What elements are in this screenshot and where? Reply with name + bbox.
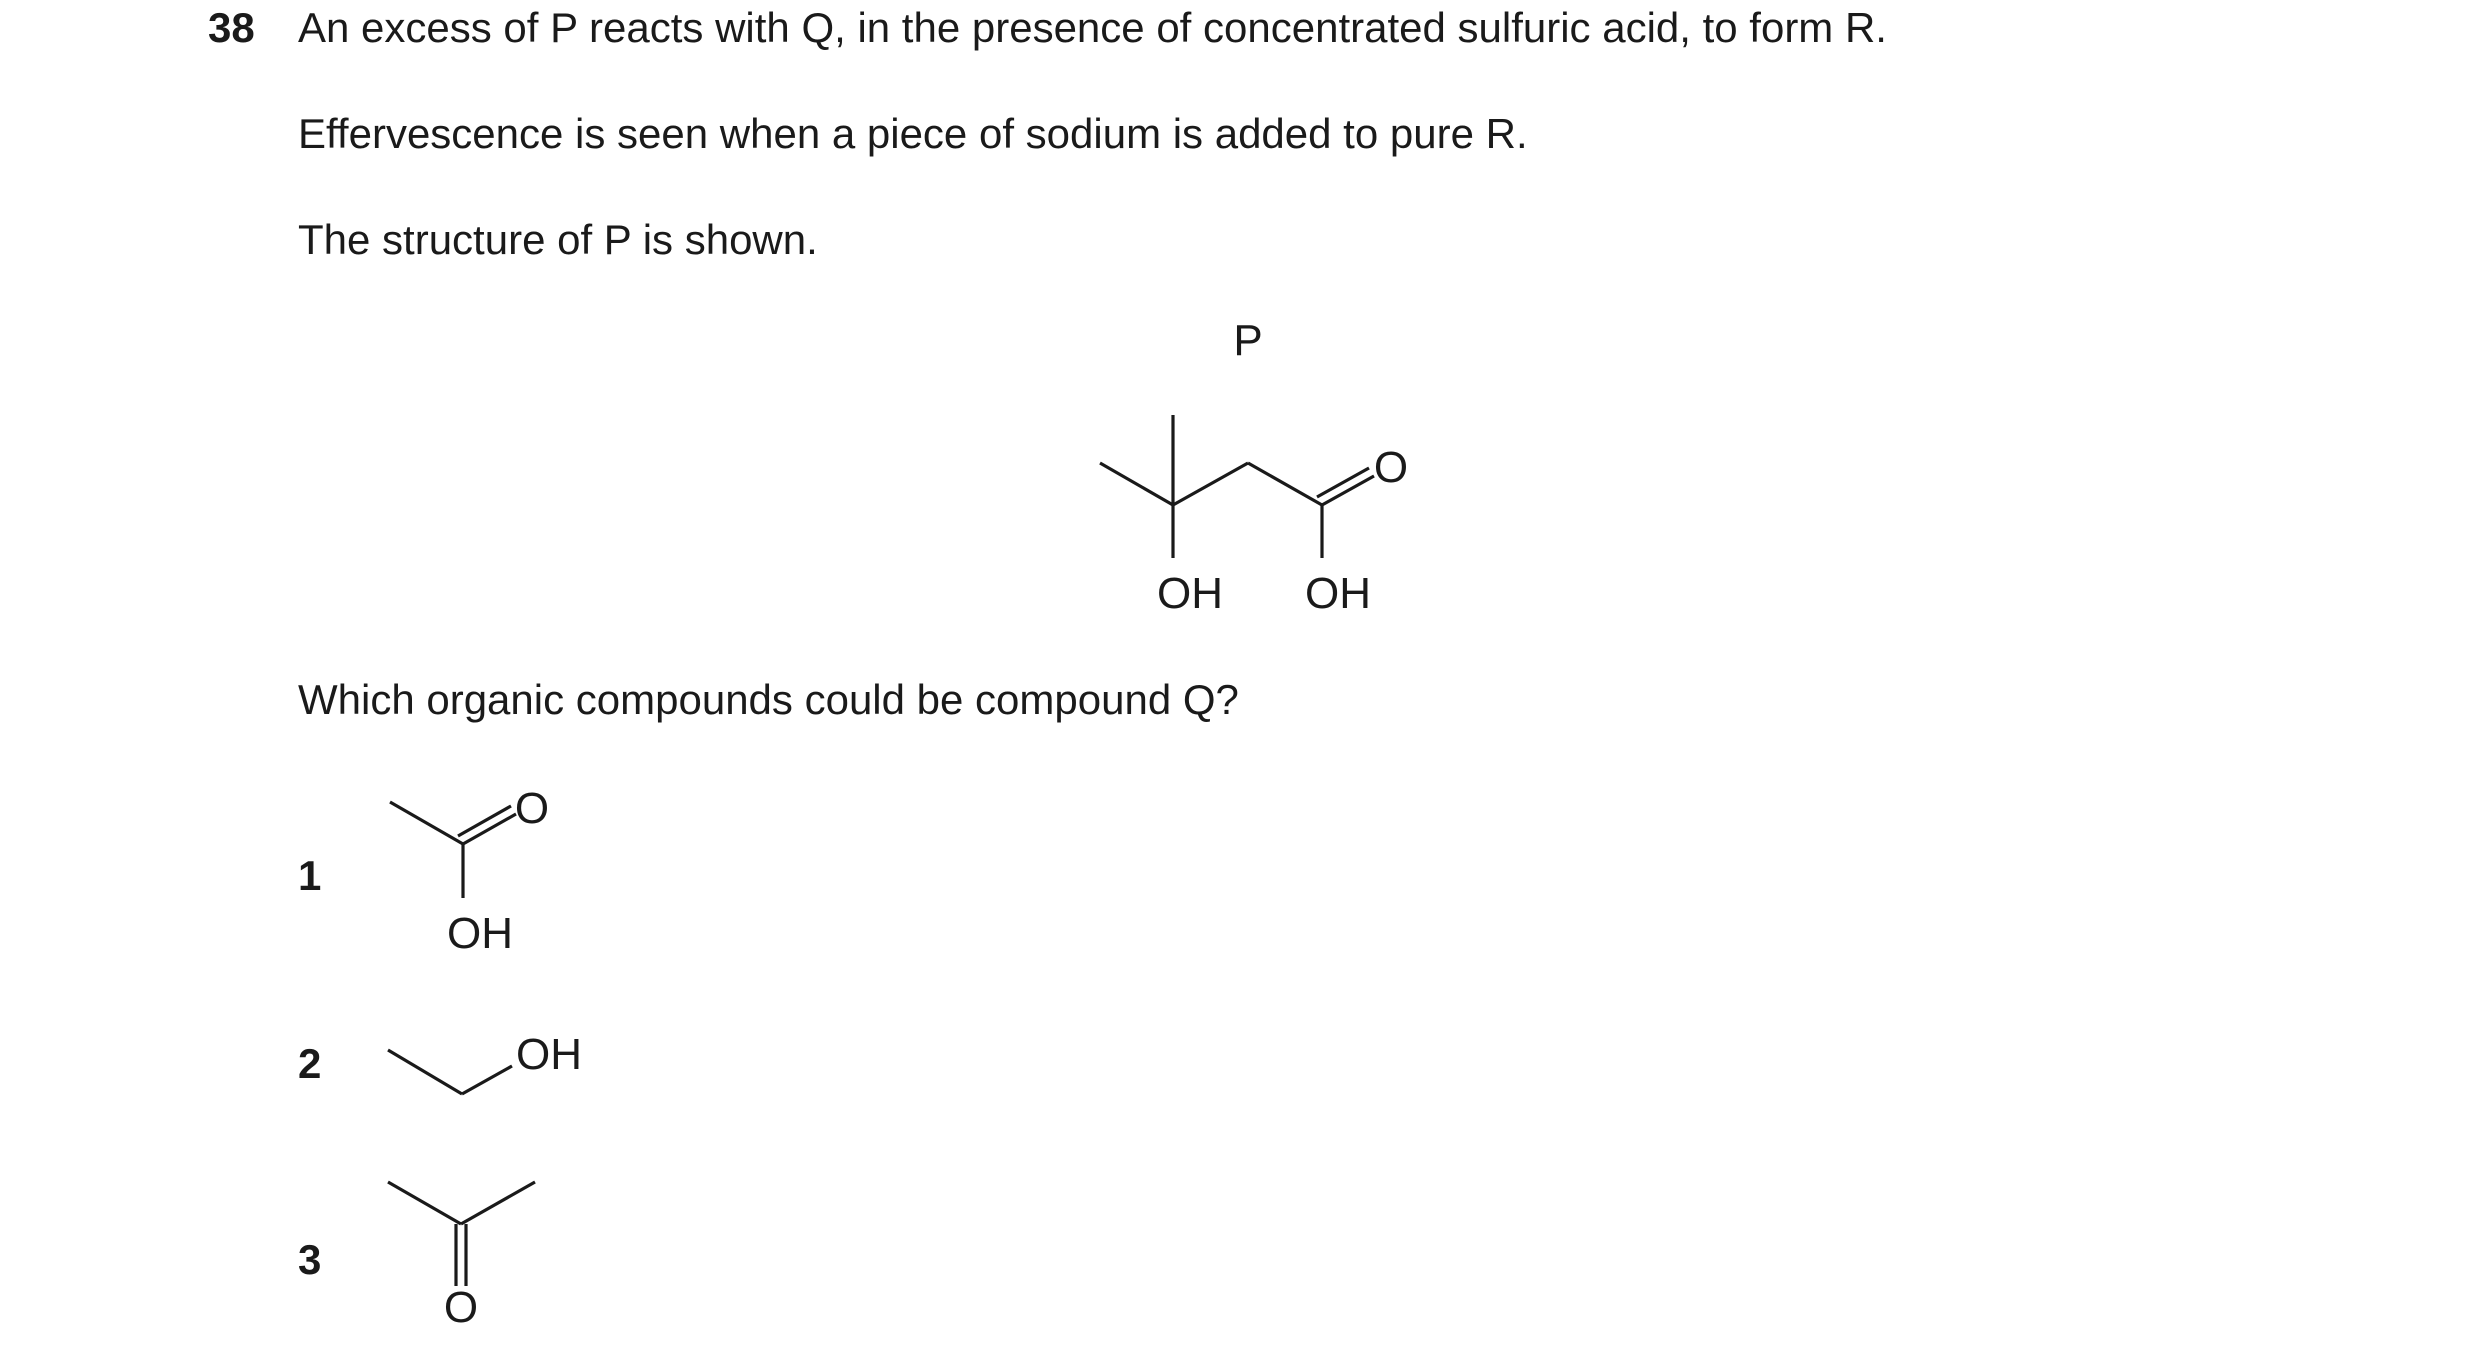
option-2-hydroxyl: OH — [516, 1030, 582, 1079]
option-2-number: 2 — [298, 1040, 322, 1087]
option-3-number: 3 — [298, 1236, 322, 1283]
question-prompt: Which organic compounds could be compound Q? — [298, 676, 1239, 723]
option-1-hydroxyl: OH — [447, 909, 513, 958]
structure-p-bonds — [1100, 415, 1374, 558]
structure-p-hydroxyl-left: OH — [1157, 569, 1223, 618]
structure-p — [1080, 310, 1440, 630]
structure-p-label: P — [1233, 316, 1263, 365]
structure-p-hydroxyl-right: OH — [1305, 569, 1371, 618]
option-3-oxygen: O — [443, 1283, 479, 1332]
structure-p-oxygen: O — [1373, 443, 1409, 492]
option-1-bonds — [390, 802, 516, 898]
question-line-1: An excess of P reacts with Q, in the presence of concentrated sulfuric acid, to form R. — [298, 4, 1887, 51]
option-3-bonds — [388, 1182, 535, 1286]
option-2-structure — [370, 1010, 630, 1120]
option-1-number: 1 — [298, 852, 322, 899]
option-1-oxygen: O — [514, 784, 550, 833]
question-number: 38 — [208, 4, 255, 51]
option-2-bonds — [388, 1050, 512, 1094]
question-line-2: Effervescence is seen when a piece of sodium is added to pure R. — [298, 110, 1528, 157]
option-3-structure — [370, 1170, 570, 1340]
option-1-structure — [370, 780, 590, 960]
question-line-3: The structure of P is shown. — [298, 216, 818, 263]
